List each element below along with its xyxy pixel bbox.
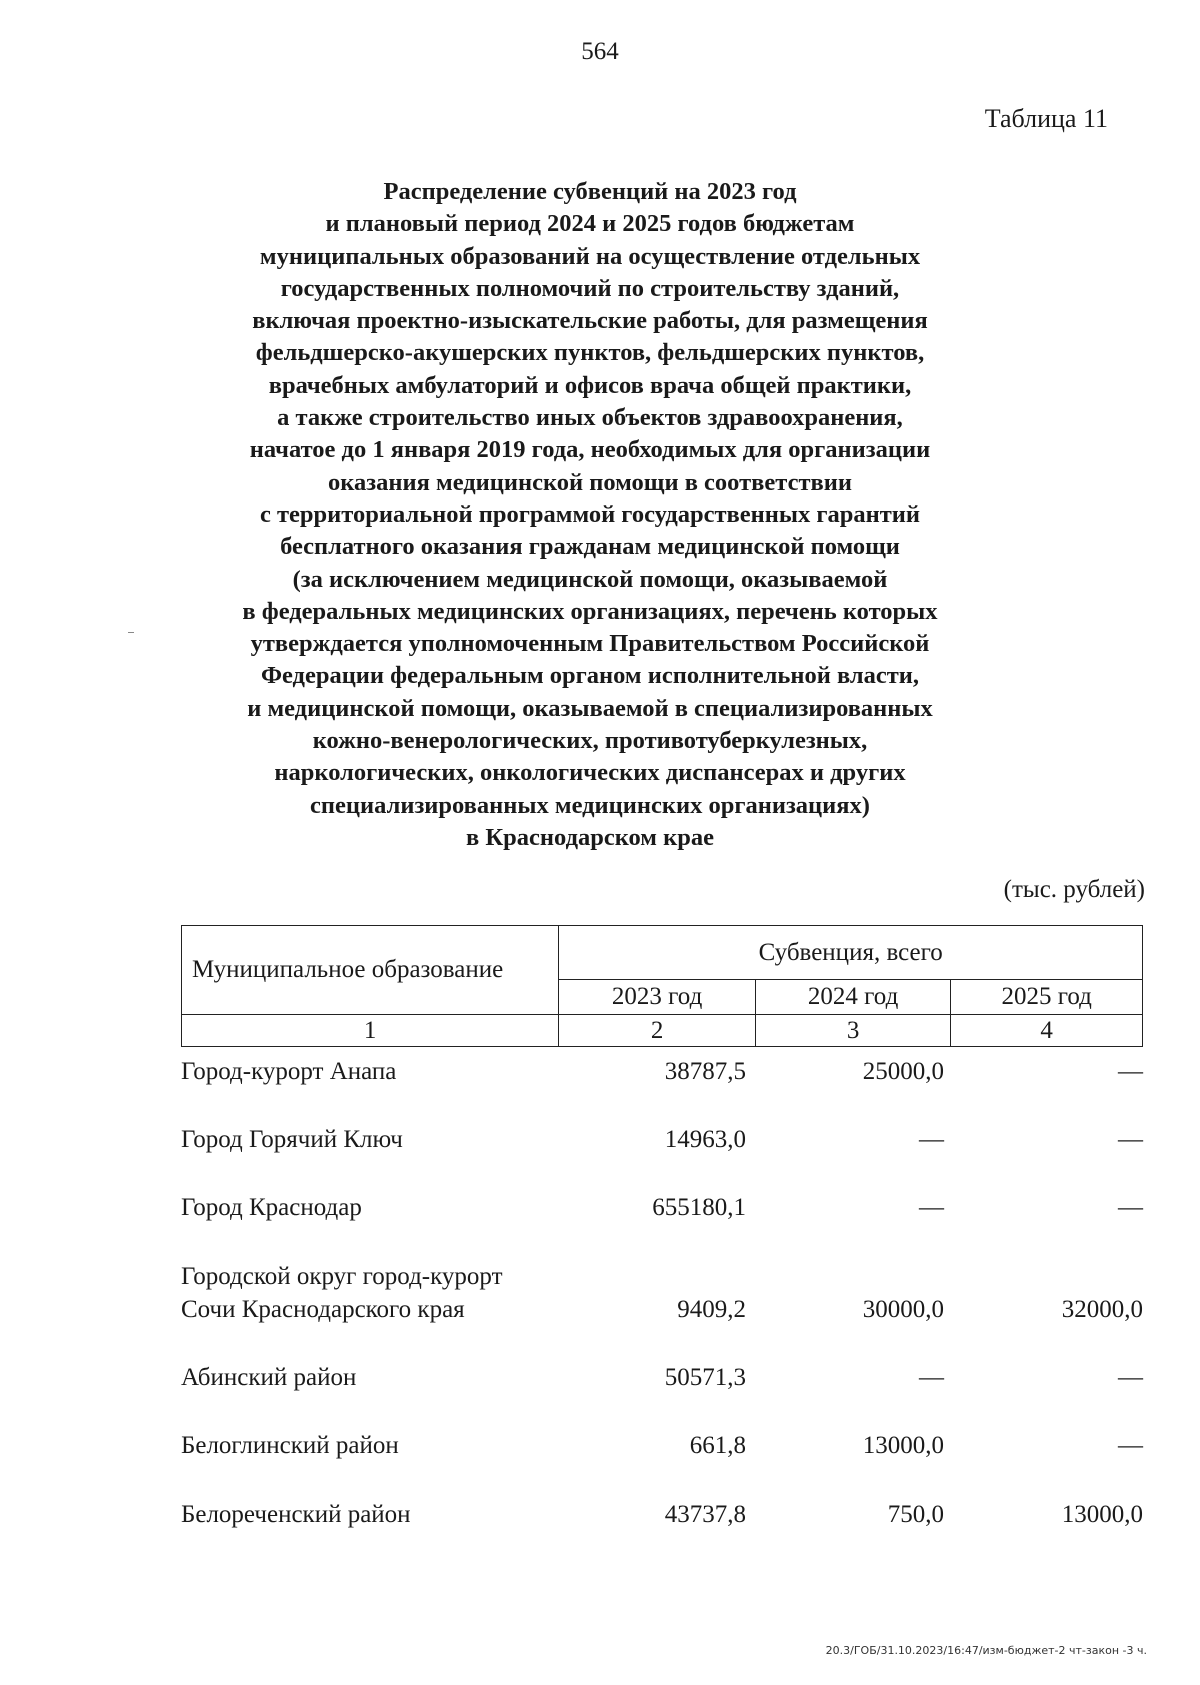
units-label: (тыс. рублей) [1003, 876, 1145, 903]
value-2025: 13000,0 [1061, 1501, 1143, 1528]
title-line: а также строительство иных объектов здравоохранения, [277, 404, 903, 432]
footer-document-code: 20.3/ГОБ/31.10.2023/16:47/изм-бюджет-2 чт-закон -3 ч. [825, 1644, 1147, 1657]
municipality-name [181, 1123, 552, 1156]
municipality-name [181, 1191, 552, 1224]
municipality-name [181, 1361, 552, 1394]
title-line: утверждается уполномоченным Правительством Российской [250, 630, 930, 658]
title-line: начатое до 1 января 2019 года, необходимых для организации [249, 436, 931, 464]
value-2023: 43737,8 [664, 1501, 746, 1528]
column-number: 4 [951, 1015, 1143, 1047]
value-2025: — [1118, 1058, 1143, 1085]
title-line: оказания медицинской помощи в соответствии [328, 468, 852, 496]
name-line: Городской округ город-курорт [181, 1263, 503, 1290]
table-label: Таблица 11 [984, 104, 1108, 133]
header-municipality: Муниципальное образование [182, 926, 559, 1015]
title-line: и медицинской помощи, оказываемой в специализированных [247, 694, 933, 722]
header-year-2024: 2024 год [755, 980, 951, 1015]
value-2023: 655180,1 [652, 1194, 746, 1221]
name-line: Абинский район [181, 1364, 357, 1391]
value-2025: — [1118, 1364, 1143, 1391]
value-2025: — [1118, 1126, 1143, 1153]
title-line: с территориальной программой государственных гарантий [260, 500, 920, 528]
value-2023: 661,8 [689, 1432, 746, 1459]
title-line: включая проектно-изыскательские работы, для размещения [252, 307, 928, 335]
header-year-2025: 2025 год [951, 980, 1143, 1015]
column-number: 1 [182, 1015, 559, 1047]
title-line: в Краснодарском крае [466, 823, 714, 851]
municipality-name [181, 1055, 552, 1088]
value-2024: 750,0 [887, 1501, 944, 1528]
value-2023: 9409,2 [677, 1296, 746, 1323]
value-2025: 32000,0 [1061, 1296, 1143, 1323]
table-header [181, 925, 1143, 1047]
document-title [200, 176, 980, 854]
value-2024: — [919, 1194, 944, 1221]
name-line: Город Горячий Ключ [181, 1126, 403, 1153]
name-line: Город Краснодар [181, 1194, 362, 1221]
value-2025: — [1118, 1432, 1143, 1459]
municipality-name [181, 1260, 552, 1326]
value-2023: 14963,0 [664, 1126, 746, 1153]
municipality-name [181, 1429, 552, 1462]
title-line: Федерации федеральным органом исполнительной власти, [260, 662, 920, 690]
title-line: кожно-венерологических, противотуберкулезных, [312, 727, 868, 755]
value-2024: 13000,0 [862, 1432, 944, 1459]
value-2023: 50571,3 [664, 1364, 746, 1391]
column-number: 2 [559, 1015, 755, 1047]
header-year-2023: 2023 год [559, 980, 755, 1015]
column-number: 3 [755, 1015, 951, 1047]
value-2024: — [919, 1364, 944, 1391]
title-line: государственных полномочий по строительству зданий, [280, 274, 900, 302]
header-subvention: Субвенция, всего [559, 926, 1143, 980]
municipality-name [181, 1498, 552, 1531]
title-line: фельдшерско-акушерских пунктов, фельдшерских пунктов, [255, 339, 925, 367]
margin-mark [128, 632, 134, 633]
title-line: наркологических, онкологических диспансерах и других [274, 759, 906, 787]
value-2024: 30000,0 [862, 1296, 944, 1323]
value-2024: 25000,0 [862, 1058, 944, 1085]
title-line: муниципальных образований на осуществление отдельных [259, 242, 921, 270]
name-line: Сочи Краснодарского края [181, 1296, 465, 1323]
title-line: и плановый период 2024 и 2025 годов бюджетам [325, 210, 855, 238]
title-line: врачебных амбулаторий и офисов врача общей практики, [268, 371, 912, 399]
name-line: Город-курорт Анапа [181, 1058, 397, 1085]
title-line: Распределение субвенций на 2023 год [383, 178, 797, 205]
title-line: (за исключением медицинской помощи, оказываемой [292, 565, 888, 593]
page-number: 564 [581, 38, 619, 65]
name-line: Белореченский район [181, 1501, 411, 1528]
title-line: бесплатного оказания гражданам медицинской помощи [280, 533, 900, 561]
value-2025: — [1118, 1194, 1143, 1221]
value-2023: 38787,5 [664, 1058, 746, 1085]
title-line: в федеральных медицинских организациях, перечень которых [242, 597, 938, 625]
value-2024: — [919, 1126, 944, 1153]
name-line: Белоглинский район [181, 1432, 399, 1459]
title-line: специализированных медицинских организациях) [310, 791, 870, 819]
